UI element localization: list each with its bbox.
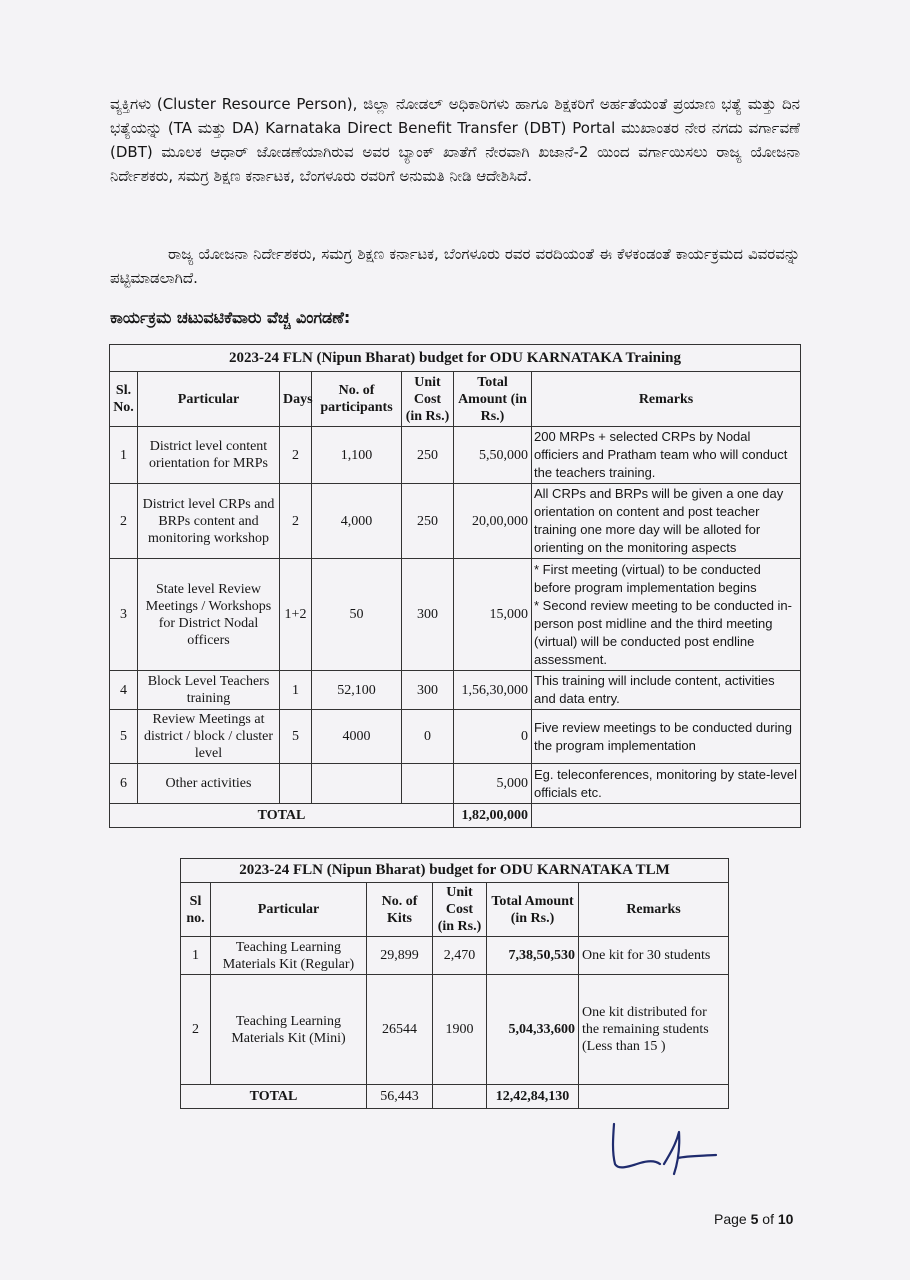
total-label: TOTAL	[181, 1085, 367, 1109]
cell-sl: 1	[181, 937, 211, 975]
cell-remarks: One kit distributed for the remaining students (Less than 15 )	[579, 975, 729, 1085]
cell-particular: District level content orientation for MRPs	[138, 427, 280, 484]
cell-participants: 4000	[312, 710, 402, 764]
header-sl: Sl no.	[181, 883, 211, 937]
header-total: Total Amount (in Rs.)	[454, 372, 532, 427]
header-unit-cost: Unit Cost (in Rs.)	[433, 883, 487, 937]
cell-total: 15,000	[454, 559, 532, 671]
total-label: TOTAL	[110, 804, 454, 828]
page-number-current: 5	[750, 1211, 759, 1227]
cell-total: 20,00,000	[454, 484, 532, 559]
tlm-budget-table	[180, 858, 729, 1109]
table-row	[110, 484, 801, 559]
cell-total: 1,56,30,000	[454, 671, 532, 710]
header-sl: Sl. No.	[110, 372, 138, 427]
training-budget-table	[109, 344, 801, 828]
cell-sl: 1	[110, 427, 138, 484]
cell-unit-cost: 300	[402, 559, 454, 671]
cell-participants: 4,000	[312, 484, 402, 559]
total-amount: 1,82,00,000	[454, 804, 532, 828]
header-total: Total Amount (in Rs.)	[487, 883, 579, 937]
cell-days: 2	[280, 484, 312, 559]
cell-sl: 3	[110, 559, 138, 671]
header-days: Days	[280, 372, 312, 427]
cell-unit-cost	[402, 764, 454, 804]
total-remarks-empty	[532, 804, 801, 828]
cell-sl: 4	[110, 671, 138, 710]
total-amount: 12,42,84,130	[487, 1085, 579, 1109]
table-row	[110, 427, 801, 484]
cell-total: 5,50,000	[454, 427, 532, 484]
cell-particular: District level CRPs and BRPs content and monitoring workshop	[138, 484, 280, 559]
header-kits: No. of Kits	[367, 883, 433, 937]
cell-particular: Review Meetings at district / block / cluster level	[138, 710, 280, 764]
cell-remarks: All CRPs and BRPs will be given a one day orientation on content and post teacher training one more day will be alloted for orienting on the monitoring aspects	[532, 484, 801, 559]
cell-unit-cost: 1900	[433, 975, 487, 1085]
table-row	[110, 710, 801, 764]
table-caption: 2023-24 FLN (Nipun Bharat) budget for ODU KARNATAKA Training	[110, 345, 801, 372]
table-row	[181, 937, 729, 975]
cell-remarks: * First meeting (virtual) to be conducted before program implementation begins * Second review meeting to be conducted in-person post midline and the third meeting (virtual) will be conducted post endline assessment.	[532, 559, 801, 671]
cell-sl: 6	[110, 764, 138, 804]
tlm-table-caption: 2023-24 FLN (Nipun Bharat) budget for ODU KARNATAKA TLM	[181, 859, 729, 883]
cell-participants: 50	[312, 559, 402, 671]
page-number-total: 10	[777, 1211, 794, 1227]
cell-particular: Teaching Learning Materials Kit (Regular)	[211, 937, 367, 975]
cell-sl: 2	[110, 484, 138, 559]
cell-days: 1	[280, 671, 312, 710]
cell-participants: 1,100	[312, 427, 402, 484]
cell-kits: 26544	[367, 975, 433, 1085]
cell-unit-cost: 250	[402, 427, 454, 484]
cell-sl: 5	[110, 710, 138, 764]
page-number	[714, 1211, 793, 1227]
cell-days	[280, 764, 312, 804]
header-unit-cost: Unit Cost (in Rs.)	[402, 372, 454, 427]
cell-unit-cost: 300	[402, 671, 454, 710]
table-total-row	[110, 804, 801, 828]
cell-particular: Block Level Teachers training	[138, 671, 280, 710]
cell-unit-cost: 0	[402, 710, 454, 764]
paragraph-1: ವ್ಯಕ್ತಿಗಳು (Cluster Resource Person), ಜಿಲ್ಲಾ ನೋಡಲ್ ಅಧಿಕಾರಿಗಳು ಹಾಗೂ ಶಿಕ್ಷಕರಿಗೆ ಅರ್ಹತೆಯಂತೆ ಪ್ರಯಾಣ ಭತ್ಯೆ ಮತ್ತು ದಿನ ಭತ್ಯೆಯನ್ನು (TA ಮತ್ತು DA) Karnataka Direct Benefit Transfer (DBT) Portal ಮುಖಾಂತರ ನೇರ ನಗದು ವರ್ಗಾವಣೆ (DBT) ಮೂಲಕ ಆಧಾರ್ ಜೋಡಣೆಯಾಗಿರುವ ಅವರ ಬ್ಯಾಂಕ್ ಖಾತೆಗೆ ನೇರವಾಗಿ ಖಜಾನೆ-2 ಯಿಂದ ವರ್ಗಾಯಿಸಲು ರಾಜ್ಯ ಯೋಜನಾ ನಿರ್ದೇಶಕರು, ಸಮಗ್ರ ಶಿಕ್ಷಣ ಕರ್ನಾಟಕ, ಬೆಂಗಳೂರು ರವರಿಗೆ ಅನುಮತಿ ನೀಡಿ ಆದೇಶಿಸಿದೆ.	[110, 95, 800, 185]
cell-remarks: This training will include content, activities and data entry.	[532, 671, 801, 710]
cell-particular: State level Review Meetings / Workshops for District Nodal officers	[138, 559, 280, 671]
cell-unit-cost: 2,470	[433, 937, 487, 975]
table-row	[110, 671, 801, 710]
total-kits: 56,443	[367, 1085, 433, 1109]
cell-sl: 2	[181, 975, 211, 1085]
cell-days: 2	[280, 427, 312, 484]
header-remarks: Remarks	[532, 372, 801, 427]
paragraph-2: ರಾಜ್ಯ ಯೋಜನಾ ನಿರ್ದೇಶಕರು, ಸಮಗ್ರ ಶಿಕ್ಷಣ ಕರ್ನಾಟಕ, ಬೆಂಗಳೂರು ರವರ ವರದಿಯಂತೆ ಈ ಕೆಳಕಂಡಂತೆ ಕಾರ್ಯಕ್ರಮದ ವಿವರವನ್ನು ಪಟ್ಟಿಮಾಡಲಾಗಿದೆ.	[110, 245, 800, 287]
table-row	[110, 559, 801, 671]
cell-kits: 29,899	[367, 937, 433, 975]
table-header-row	[110, 372, 801, 427]
page-number-prefix: Page	[714, 1211, 751, 1227]
header-particular: Particular	[138, 372, 280, 427]
table-row	[110, 764, 801, 804]
signature-icon	[600, 1118, 720, 1178]
table-row	[181, 975, 729, 1085]
cell-days: 1+2	[280, 559, 312, 671]
cell-participants	[312, 764, 402, 804]
tlm-header-row	[181, 883, 729, 937]
cell-remarks: Eg. teleconferences, monitoring by state-level officials etc.	[532, 764, 801, 804]
cell-total: 5,04,33,600	[487, 975, 579, 1085]
cell-unit-cost: 250	[402, 484, 454, 559]
cell-days: 5	[280, 710, 312, 764]
cell-particular: Teaching Learning Materials Kit (Mini)	[211, 975, 367, 1085]
section-heading: ಕಾರ್ಯಕ್ರಮ ಚಟುವಟಿಕೆವಾರು ವೆಚ್ಚ ವಿಂಗಡಣೆ:	[110, 308, 351, 327]
cell-participants: 52,100	[312, 671, 402, 710]
total-remarks-empty	[579, 1085, 729, 1109]
cell-particular: Other activities	[138, 764, 280, 804]
cell-total: 7,38,50,530	[487, 937, 579, 975]
header-remarks: Remarks	[579, 883, 729, 937]
cell-total: 5,000	[454, 764, 532, 804]
tlm-total-row	[181, 1085, 729, 1109]
page-number-separator: of	[758, 1211, 778, 1227]
cell-remarks: One kit for 30 students	[579, 937, 729, 975]
cell-remarks: 200 MRPs + selected CRPs by Nodal officiers and Pratham team who will conduct the teachers training.	[532, 427, 801, 484]
header-participants: No. of participants	[312, 372, 402, 427]
total-unit-cost-empty	[433, 1085, 487, 1109]
cell-total: 0	[454, 710, 532, 764]
header-particular: Particular	[211, 883, 367, 937]
cell-remarks: Five review meetings to be conducted during the program implementation	[532, 710, 801, 764]
